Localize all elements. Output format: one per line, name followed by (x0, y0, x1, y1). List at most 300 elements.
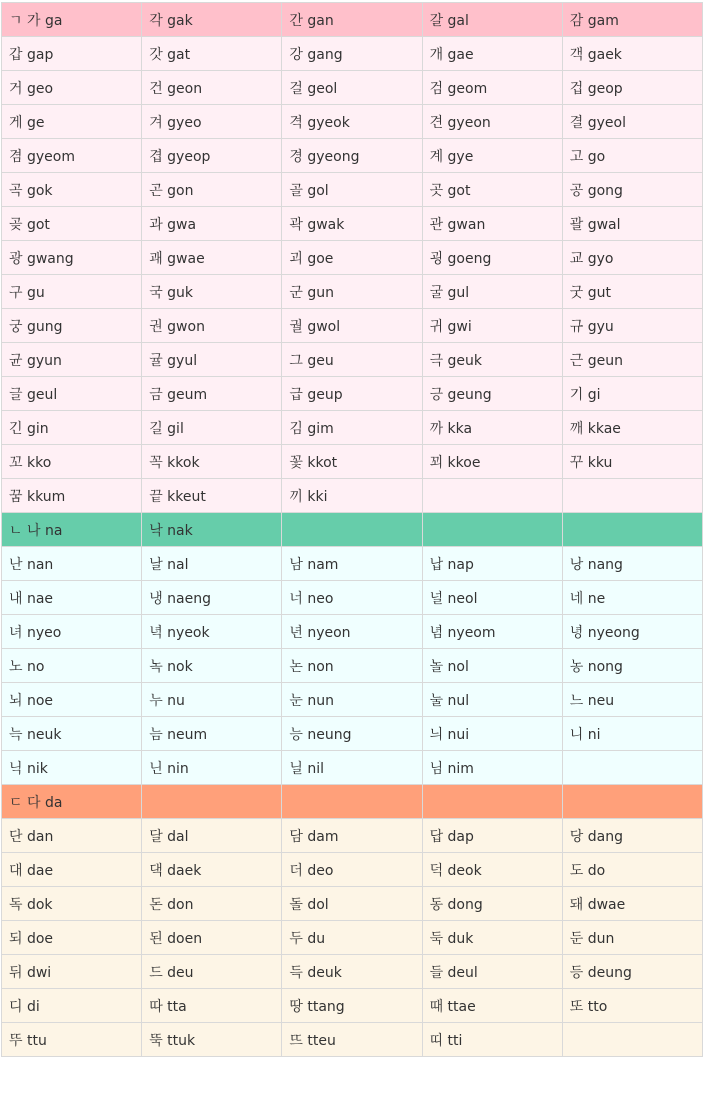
syllable-cell (422, 683, 562, 717)
syllable-romanization: 균 gyun (9, 352, 62, 369)
syllable-cell (282, 207, 422, 241)
romanization-table (1, 2, 703, 1057)
syllable-cell (142, 717, 282, 751)
syllable-cell (422, 853, 562, 887)
table-row (2, 717, 703, 751)
syllable-cell (422, 309, 562, 343)
table-row (2, 37, 703, 71)
table-row (2, 989, 703, 1023)
syllable-romanization: 개 gae (429, 46, 474, 63)
syllable-cell (2, 411, 142, 445)
table-row (2, 853, 703, 887)
syllable-romanization: 귤 gyul (149, 352, 198, 369)
syllable-romanization: 된 doen (149, 930, 203, 947)
syllable-cell (282, 683, 422, 717)
syllable-romanization: 들 deul (429, 964, 478, 981)
syllable-cell (282, 1023, 422, 1057)
syllable-cell (282, 819, 422, 853)
syllable-cell (282, 139, 422, 173)
table-row (2, 921, 703, 955)
syllable-romanization: 디 di (9, 998, 40, 1015)
syllable-cell (562, 1023, 702, 1057)
syllable-romanization: 기 gi (569, 386, 601, 403)
syllable-cell (422, 989, 562, 1023)
syllable-cell (2, 887, 142, 921)
syllable-cell (2, 377, 142, 411)
syllable-romanization: 독 dok (9, 896, 53, 913)
syllable-romanization: 냉 naeng (149, 590, 211, 607)
syllable-romanization: 농 nong (569, 658, 623, 675)
syllable-romanization: 골 gol (289, 182, 329, 199)
table-row (2, 105, 703, 139)
syllable-cell (422, 411, 562, 445)
table-row (2, 819, 703, 853)
syllable-cell (422, 71, 562, 105)
syllable-cell (282, 173, 422, 207)
syllable-romanization: 띠 tti (429, 1032, 463, 1049)
syllable-romanization: 널 neol (429, 590, 478, 607)
table-row (2, 275, 703, 309)
syllable-romanization: 년 nyeon (289, 624, 351, 641)
syllable-cell (282, 513, 422, 547)
syllable-cell (562, 241, 702, 275)
syllable-romanization: 동 dong (429, 896, 483, 913)
syllable-romanization: 군 gun (289, 284, 334, 301)
table-row (2, 343, 703, 377)
syllable-romanization: 겹 gyeop (149, 148, 211, 165)
syllable-romanization: 광 gwang (9, 250, 74, 267)
syllable-cell (2, 989, 142, 1023)
syllable-cell (2, 819, 142, 853)
syllable-romanization: 겸 gyeom (9, 148, 75, 165)
syllable-cell (2, 513, 142, 547)
syllable-cell (562, 207, 702, 241)
syllable-romanization: 객 gaek (569, 46, 622, 63)
table-row (2, 377, 703, 411)
table-row (2, 479, 703, 513)
syllable-romanization: 닉 nik (9, 760, 48, 777)
syllable-cell (142, 683, 282, 717)
syllable-romanization: 답 dap (429, 828, 474, 845)
syllable-romanization: 감 gam (569, 12, 619, 29)
syllable-cell (422, 955, 562, 989)
syllable-cell (422, 377, 562, 411)
syllable-cell (142, 309, 282, 343)
syllable-romanization: 녕 nyeong (569, 624, 640, 641)
syllable-romanization: 또 tto (569, 998, 608, 1015)
syllable-romanization: 겨 gyeo (149, 114, 202, 131)
syllable-romanization: 도 do (569, 862, 606, 879)
syllable-cell (422, 241, 562, 275)
syllable-romanization: 급 geup (289, 386, 343, 403)
syllable-cell (282, 309, 422, 343)
syllable-romanization: 꽃 kkot (289, 454, 338, 471)
syllable-romanization: 니 ni (569, 726, 601, 743)
syllable-cell (2, 853, 142, 887)
syllable-cell (2, 683, 142, 717)
syllable-cell (2, 1023, 142, 1057)
syllable-cell (2, 751, 142, 785)
syllable-romanization: 눌 nul (429, 692, 470, 709)
syllable-cell (2, 445, 142, 479)
syllable-cell (142, 241, 282, 275)
syllable-cell (142, 819, 282, 853)
syllable-romanization: 건 geon (149, 80, 203, 97)
syllable-romanization: 길 gil (149, 420, 184, 437)
syllable-romanization: 남 nam (289, 556, 339, 573)
syllable-cell (562, 921, 702, 955)
table-body (2, 3, 703, 1057)
table-row (2, 887, 703, 921)
syllable-cell (282, 37, 422, 71)
syllable-cell (142, 377, 282, 411)
syllable-cell (282, 71, 422, 105)
syllable-cell (142, 547, 282, 581)
syllable-romanization: 계 gye (429, 148, 474, 165)
syllable-romanization: 땅 ttang (289, 998, 345, 1015)
syllable-romanization: 담 dam (289, 828, 339, 845)
syllable-cell (422, 785, 562, 819)
syllable-romanization: 꾀 kkoe (429, 454, 481, 471)
syllable-cell (282, 887, 422, 921)
syllable-cell (562, 3, 702, 37)
syllable-romanization: 달 dal (149, 828, 189, 845)
syllable-cell (422, 615, 562, 649)
syllable-cell (562, 479, 702, 513)
syllable-cell (142, 513, 282, 547)
syllable-cell (282, 853, 422, 887)
syllable-cell (2, 343, 142, 377)
syllable-romanization: 능 neung (289, 726, 352, 743)
syllable-cell (562, 309, 702, 343)
syllable-cell (422, 513, 562, 547)
syllable-romanization: 녹 nok (149, 658, 193, 675)
table-row (2, 139, 703, 173)
syllable-romanization: 굉 goeng (429, 250, 492, 267)
syllable-cell (2, 241, 142, 275)
syllable-romanization: 두 du (289, 930, 326, 947)
syllable-romanization: 돌 dol (289, 896, 329, 913)
syllable-romanization: 늑 neuk (9, 726, 62, 743)
syllable-romanization: 궁 gung (9, 318, 63, 335)
syllable-cell (2, 105, 142, 139)
syllable-cell (562, 989, 702, 1023)
syllable-cell (562, 581, 702, 615)
syllable-romanization: 교 gyo (569, 250, 614, 267)
syllable-cell (562, 547, 702, 581)
syllable-romanization: 당 dang (569, 828, 623, 845)
table-row (2, 71, 703, 105)
syllable-romanization: 더 deo (289, 862, 334, 879)
syllable-romanization: 굴 gul (429, 284, 470, 301)
syllable-romanization: 꿈 kkum (9, 488, 66, 505)
syllable-cell (142, 751, 282, 785)
syllable-romanization: 때 ttae (429, 998, 476, 1015)
syllable-romanization: ㄷ 다 da (9, 794, 63, 811)
syllable-romanization: 끝 kkeut (149, 488, 206, 505)
syllable-cell (282, 411, 422, 445)
syllable-cell (142, 785, 282, 819)
syllable-romanization: 곶 got (9, 216, 50, 233)
syllable-cell (142, 989, 282, 1023)
syllable-cell (2, 207, 142, 241)
syllable-romanization: 괘 gwae (149, 250, 205, 267)
syllable-cell (142, 853, 282, 887)
syllable-cell (282, 921, 422, 955)
syllable-cell (282, 751, 422, 785)
syllable-cell (142, 921, 282, 955)
syllable-cell (422, 445, 562, 479)
syllable-romanization: 격 gyeok (289, 114, 350, 131)
syllable-romanization: 거 geo (9, 80, 54, 97)
syllable-romanization: 깨 kkae (569, 420, 621, 437)
table-row (2, 1023, 703, 1057)
table-row (2, 309, 703, 343)
syllable-cell (2, 3, 142, 37)
syllable-cell (2, 71, 142, 105)
syllable-romanization: 드 deu (149, 964, 194, 981)
syllable-cell (562, 615, 702, 649)
syllable-cell (282, 241, 422, 275)
syllable-cell (422, 105, 562, 139)
syllable-romanization: 결 gyeol (569, 114, 626, 131)
syllable-cell (282, 445, 422, 479)
syllable-cell (142, 37, 282, 71)
syllable-romanization: 걸 geol (289, 80, 338, 97)
syllable-romanization: 견 gyeon (429, 114, 491, 131)
syllable-romanization: 눈 nun (289, 692, 334, 709)
table-row (2, 683, 703, 717)
syllable-cell (282, 377, 422, 411)
syllable-cell (142, 581, 282, 615)
syllable-cell (562, 853, 702, 887)
syllable-romanization: 긴 gin (9, 420, 49, 437)
syllable-romanization: 댁 daek (149, 862, 202, 879)
syllable-cell (282, 581, 422, 615)
syllable-cell (2, 173, 142, 207)
syllable-romanization: 녀 nyeo (9, 624, 62, 641)
syllable-romanization: 네 ne (569, 590, 606, 607)
syllable-romanization: 녁 nyeok (149, 624, 210, 641)
syllable-romanization: 김 gim (289, 420, 334, 437)
syllable-romanization: 둔 dun (569, 930, 615, 947)
syllable-cell (422, 479, 562, 513)
syllable-romanization: 놀 nol (429, 658, 469, 675)
syllable-cell (2, 139, 142, 173)
syllable-romanization: 굿 gut (569, 284, 611, 301)
syllable-cell (562, 445, 702, 479)
table-row (2, 649, 703, 683)
syllable-cell (282, 275, 422, 309)
syllable-cell (142, 479, 282, 513)
syllable-cell (282, 615, 422, 649)
table-row (2, 751, 703, 785)
syllable-cell (422, 139, 562, 173)
syllable-cell (2, 785, 142, 819)
syllable-cell (422, 3, 562, 37)
syllable-romanization: 금 geum (149, 386, 208, 403)
syllable-cell (142, 887, 282, 921)
syllable-romanization: 극 geuk (429, 352, 483, 369)
syllable-romanization: 공 gong (569, 182, 623, 199)
syllable-romanization: 과 gwa (149, 216, 197, 233)
syllable-romanization: 득 deuk (289, 964, 342, 981)
table-row (2, 615, 703, 649)
syllable-romanization: 각 gak (149, 12, 193, 29)
syllable-romanization: 누 nu (149, 692, 185, 709)
syllable-romanization: 닌 nin (149, 760, 189, 777)
syllable-romanization: 규 gyu (569, 318, 614, 335)
syllable-romanization: 납 nap (429, 556, 474, 573)
syllable-romanization: 내 nae (9, 590, 54, 607)
syllable-cell (142, 207, 282, 241)
syllable-romanization: 늬 nui (429, 726, 470, 743)
table-row (2, 207, 703, 241)
syllable-cell (2, 309, 142, 343)
syllable-romanization: 곤 gon (149, 182, 194, 199)
syllable-romanization: 간 gan (289, 12, 334, 29)
syllable-romanization: 되 doe (9, 930, 54, 947)
syllable-cell (2, 479, 142, 513)
syllable-romanization: 노 no (9, 658, 45, 675)
syllable-cell (562, 411, 702, 445)
syllable-cell (422, 751, 562, 785)
syllable-cell (2, 955, 142, 989)
syllable-romanization: 구 gu (9, 284, 45, 301)
syllable-romanization: 귀 gwi (429, 318, 472, 335)
syllable-cell (142, 71, 282, 105)
syllable-cell (142, 649, 282, 683)
section-header-row (2, 3, 703, 37)
syllable-cell (562, 887, 702, 921)
syllable-cell (562, 683, 702, 717)
syllable-romanization: 권 gwon (149, 318, 205, 335)
syllable-romanization: 꾸 kku (569, 454, 613, 471)
syllable-cell (422, 275, 562, 309)
syllable-cell (562, 71, 702, 105)
syllable-cell (422, 921, 562, 955)
syllable-romanization: 뒤 dwi (9, 964, 52, 981)
syllable-romanization: 돼 dwae (569, 896, 626, 913)
syllable-cell (562, 173, 702, 207)
syllable-romanization: 뚜 ttu (9, 1032, 47, 1049)
syllable-cell (2, 649, 142, 683)
syllable-cell (562, 819, 702, 853)
syllable-romanization: ㄴ 나 na (9, 522, 63, 539)
syllable-cell (2, 717, 142, 751)
syllable-romanization: 게 ge (9, 114, 45, 131)
table-row (2, 173, 703, 207)
syllable-romanization: 뜨 tteu (289, 1032, 336, 1049)
syllable-cell (562, 105, 702, 139)
syllable-cell (562, 955, 702, 989)
syllable-romanization: 곳 got (429, 182, 471, 199)
syllable-romanization: 글 geul (9, 386, 58, 403)
syllable-cell (142, 445, 282, 479)
syllable-cell (282, 649, 422, 683)
syllable-romanization: 대 dae (9, 862, 54, 879)
syllable-romanization: 국 guk (149, 284, 194, 301)
syllable-romanization: 날 nal (149, 556, 189, 573)
syllable-cell (282, 717, 422, 751)
syllable-romanization: 느 neu (569, 692, 615, 709)
syllable-cell (422, 547, 562, 581)
table-row (2, 411, 703, 445)
syllable-romanization: 꼬 kko (9, 454, 52, 471)
syllable-romanization: 궐 gwol (289, 318, 341, 335)
syllable-romanization: 뚝 ttuk (149, 1032, 196, 1049)
syllable-romanization: 닐 nil (289, 760, 325, 777)
syllable-cell (562, 751, 702, 785)
syllable-cell (142, 173, 282, 207)
syllable-romanization: 낙 nak (149, 522, 193, 539)
syllable-romanization: 너 neo (289, 590, 334, 607)
syllable-romanization: 난 nan (9, 556, 54, 573)
syllable-romanization: 곡 gok (9, 182, 53, 199)
syllable-romanization: 돈 don (149, 896, 194, 913)
syllable-romanization: 고 go (569, 148, 606, 165)
syllable-cell (562, 343, 702, 377)
syllable-cell (562, 513, 702, 547)
syllable-romanization: 그 geu (289, 352, 334, 369)
syllable-cell (422, 581, 562, 615)
syllable-romanization: 갈 gal (429, 12, 469, 29)
syllable-romanization: 뇌 noe (9, 692, 54, 709)
syllable-romanization: 덕 deok (429, 862, 482, 879)
syllable-cell (562, 139, 702, 173)
syllable-cell (562, 717, 702, 751)
syllable-cell (282, 955, 422, 989)
table-row (2, 241, 703, 275)
syllable-romanization: 념 nyeom (429, 624, 496, 641)
syllable-romanization: 곽 gwak (289, 216, 345, 233)
section-header-row (2, 513, 703, 547)
syllable-cell (562, 377, 702, 411)
syllable-romanization: 끼 kki (289, 488, 328, 505)
syllable-cell (562, 275, 702, 309)
syllable-cell (562, 785, 702, 819)
syllable-romanization: 강 gang (289, 46, 343, 63)
syllable-cell (142, 1023, 282, 1057)
syllable-cell (2, 615, 142, 649)
syllable-cell (422, 717, 562, 751)
syllable-romanization: 논 non (289, 658, 334, 675)
syllable-romanization: 갓 gat (149, 46, 191, 63)
syllable-cell (2, 547, 142, 581)
syllable-cell (2, 275, 142, 309)
syllable-cell (562, 37, 702, 71)
syllable-cell (282, 343, 422, 377)
syllable-cell (422, 207, 562, 241)
syllable-cell (282, 105, 422, 139)
syllable-romanization: 등 deung (569, 964, 632, 981)
syllable-cell (422, 343, 562, 377)
syllable-cell (142, 139, 282, 173)
table-row (2, 581, 703, 615)
syllable-romanization: 경 gyeong (289, 148, 360, 165)
syllable-romanization: 님 nim (429, 760, 474, 777)
syllable-cell (422, 37, 562, 71)
syllable-cell (142, 343, 282, 377)
syllable-romanization: 따 tta (149, 998, 187, 1015)
section-header-row (2, 785, 703, 819)
syllable-cell (422, 173, 562, 207)
syllable-cell (2, 37, 142, 71)
syllable-cell (2, 581, 142, 615)
syllable-cell (282, 479, 422, 513)
syllable-romanization: ㄱ 가 ga (9, 12, 63, 29)
syllable-romanization: 늠 neum (149, 726, 208, 743)
